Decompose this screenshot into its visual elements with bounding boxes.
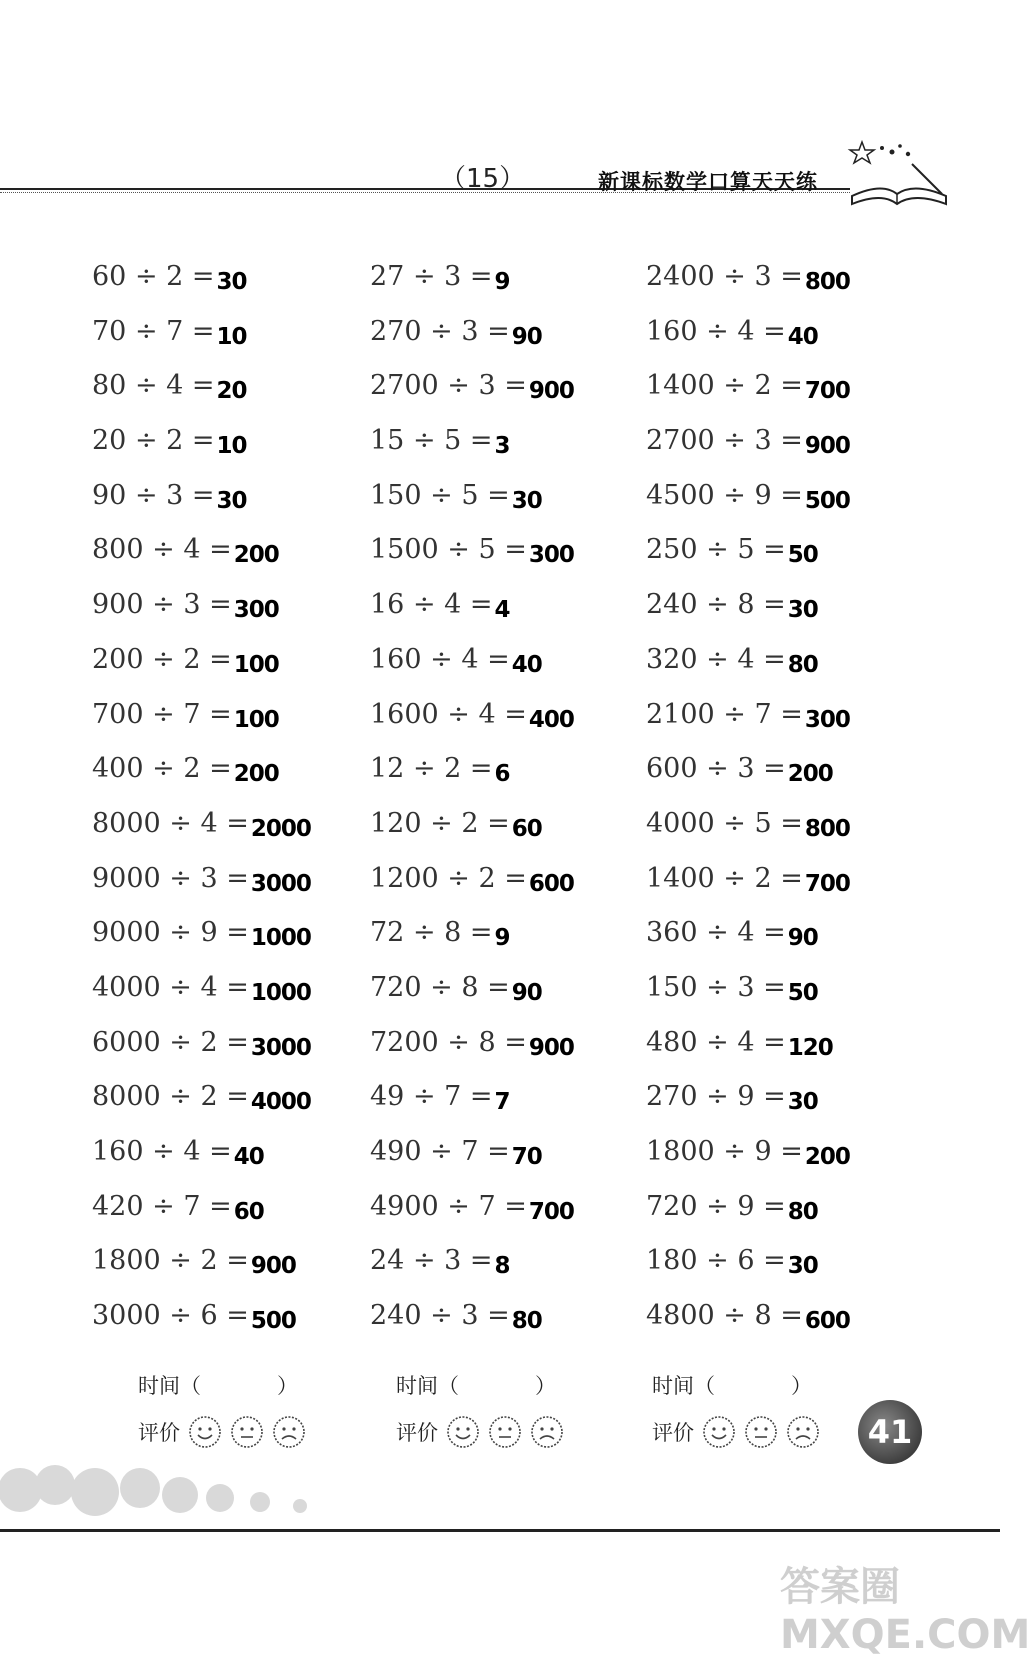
problem-question: 8000 ÷ 2 = — [92, 1081, 249, 1113]
problem-question: 1500 ÷ 5 = — [370, 534, 527, 566]
problem-answer[interactable]: 2000 — [250, 815, 311, 842]
rating-label: 评价 — [652, 1421, 694, 1445]
problem-row — [92, 809, 311, 864]
problem-row — [646, 754, 850, 809]
problem-answer[interactable]: 3 — [494, 433, 510, 460]
problem-row — [646, 481, 850, 536]
problem-answer[interactable]: 500 — [804, 487, 850, 514]
problem-question: 700 ÷ 7 = — [92, 698, 232, 730]
sad-face-icon[interactable] — [786, 1415, 820, 1449]
problem-question: 6000 ÷ 2 = — [92, 1026, 249, 1058]
problem-row — [646, 371, 850, 426]
problem-row — [92, 317, 311, 372]
problem-answer[interactable]: 200 — [804, 1144, 850, 1170]
problem-answer[interactable]: 9 — [494, 269, 510, 295]
footer-block-2 — [396, 1370, 564, 1454]
problem-answer[interactable]: 900 — [804, 433, 850, 460]
problem-answer[interactable]: 10 — [216, 433, 247, 460]
problem-question: 250 ÷ 5 = — [646, 534, 786, 566]
problem-row — [646, 973, 850, 1028]
problem-row — [92, 973, 311, 1028]
problem-row — [646, 590, 850, 645]
problem-answer[interactable]: 50 — [787, 979, 818, 1006]
problem-row — [646, 317, 850, 372]
problem-question: 150 ÷ 3 = — [646, 971, 786, 1003]
rating-label: 评价 — [396, 1421, 438, 1445]
problem-row — [370, 535, 574, 590]
problem-row — [646, 1301, 850, 1356]
problem-question: 20 ÷ 2 = — [92, 425, 215, 457]
problem-question: 4800 ÷ 8 = — [646, 1300, 803, 1332]
problem-answer[interactable]: 500 — [250, 1308, 296, 1335]
neutral-face-icon[interactable] — [744, 1415, 778, 1449]
problem-question: 1800 ÷ 2 = — [92, 1245, 249, 1277]
problem-answer[interactable]: 10 — [216, 323, 247, 350]
problem-question: 2700 ÷ 3 = — [646, 425, 803, 457]
problem-row — [646, 262, 850, 317]
book-stars-icon — [842, 134, 952, 214]
problem-question: 270 ÷ 9 = — [646, 1081, 786, 1113]
problem-row — [92, 1192, 311, 1247]
smile-face-icon[interactable] — [446, 1415, 480, 1449]
problem-answer[interactable]: 80 — [787, 1198, 818, 1225]
problem-row — [370, 371, 574, 426]
problem-question: 240 ÷ 8 = — [646, 589, 786, 621]
problem-question: 9000 ÷ 3 = — [92, 862, 249, 894]
problem-question: 4500 ÷ 9 = — [646, 479, 803, 511]
problem-answer[interactable]: 60 — [233, 1198, 264, 1225]
problem-question: 1600 ÷ 4 = — [370, 698, 527, 730]
problem-question: 80 ÷ 4 = — [92, 370, 215, 402]
problem-row — [646, 1192, 850, 1247]
problem-column-1 — [92, 262, 311, 1356]
problem-answer[interactable]: 30 — [787, 597, 818, 624]
problem-answer[interactable]: 300 — [804, 706, 850, 733]
problem-row — [92, 700, 311, 755]
problem-answer[interactable]: 900 — [250, 1253, 296, 1280]
problem-answer[interactable]: 30 — [787, 1089, 818, 1116]
problem-row — [646, 1137, 850, 1192]
problem-answer[interactable]: 20 — [216, 378, 247, 405]
problem-question: 490 ÷ 7 = — [370, 1136, 510, 1167]
problem-answer[interactable]: 40 — [233, 1144, 264, 1170]
problem-answer[interactable]: 800 — [804, 269, 850, 295]
problem-question: 2400 ÷ 3 = — [646, 261, 803, 292]
problem-row — [92, 1301, 311, 1356]
problem-row — [92, 371, 311, 426]
time-close: ） — [791, 1374, 812, 1398]
problem-answer[interactable]: 3000 — [250, 870, 311, 897]
problem-row — [646, 809, 850, 864]
problem-row — [370, 426, 574, 481]
watermark: 答案圈 MXQE.COM — [780, 1564, 1030, 1658]
problem-answer[interactable]: 4 — [494, 597, 510, 624]
time-close: ） — [277, 1374, 298, 1398]
problem-row — [370, 1192, 574, 1247]
time-record — [652, 1370, 820, 1410]
problem-question: 12 ÷ 2 = — [370, 753, 493, 785]
problem-question: 120 ÷ 2 = — [370, 807, 510, 839]
problem-answer[interactable]: 800 — [804, 815, 850, 842]
neutral-face-icon[interactable] — [488, 1415, 522, 1449]
time-record — [396, 1370, 564, 1410]
problem-answer[interactable]: 700 — [804, 378, 850, 405]
problem-row — [370, 1137, 574, 1192]
problem-row — [92, 864, 311, 919]
problem-answer[interactable]: 300 — [233, 597, 279, 624]
problem-question: 60 ÷ 2 = — [92, 261, 215, 292]
problem-question: 180 ÷ 6 = — [646, 1245, 786, 1277]
problem-answer[interactable]: 200 — [787, 761, 833, 788]
time-close: ） — [535, 1374, 556, 1398]
rating-row — [396, 1410, 564, 1454]
problem-row — [92, 1246, 311, 1301]
problem-question: 9000 ÷ 9 = — [92, 917, 249, 949]
problem-question: 360 ÷ 4 = — [646, 917, 786, 949]
problem-row — [370, 262, 574, 317]
time-record — [138, 1370, 306, 1410]
problem-row — [370, 973, 574, 1028]
problem-row — [370, 1301, 574, 1356]
problem-row — [92, 590, 311, 645]
problem-row — [370, 590, 574, 645]
problem-answer[interactable]: 6 — [494, 761, 510, 788]
problem-question: 480 ÷ 4 = — [646, 1026, 786, 1058]
problem-question: 720 ÷ 8 = — [370, 971, 510, 1003]
time-label: 时间（ — [138, 1374, 201, 1398]
problem-answer[interactable]: 30 — [216, 269, 247, 295]
problem-row — [92, 918, 311, 973]
problem-answer[interactable]: 900 — [528, 378, 574, 405]
problem-question: 8000 ÷ 4 = — [92, 807, 249, 839]
problem-answer[interactable]: 30 — [787, 1253, 818, 1280]
problem-answer[interactable]: 30 — [511, 487, 542, 514]
problem-answer[interactable]: 30 — [216, 487, 247, 514]
problem-row — [92, 481, 311, 536]
smile-face-icon[interactable] — [702, 1415, 736, 1449]
problem-question: 160 ÷ 4 = — [92, 1136, 232, 1167]
problem-question: 7200 ÷ 8 = — [370, 1026, 527, 1058]
problem-answer[interactable]: 100 — [233, 706, 279, 733]
problem-question: 27 ÷ 3 = — [370, 261, 493, 292]
problem-question: 1800 ÷ 9 = — [646, 1136, 803, 1167]
problem-question: 1400 ÷ 2 = — [646, 862, 803, 894]
problem-column-2 — [370, 262, 574, 1356]
footer-block-3 — [652, 1370, 820, 1454]
problem-answer[interactable]: 50 — [787, 542, 818, 569]
problem-row — [646, 700, 850, 755]
problem-question: 49 ÷ 7 = — [370, 1081, 493, 1113]
rating-label: 评价 — [138, 1421, 180, 1445]
problem-answer[interactable]: 4000 — [250, 1089, 311, 1116]
problem-row — [370, 1082, 574, 1137]
problem-row — [370, 317, 574, 372]
problem-question: 600 ÷ 3 = — [646, 753, 786, 785]
problem-answer[interactable]: 400 — [528, 706, 574, 733]
problem-answer[interactable]: 700 — [804, 870, 850, 897]
problem-answer[interactable]: 90 — [511, 979, 542, 1006]
problem-question: 16 ÷ 4 = — [370, 589, 493, 621]
problem-row — [370, 1246, 574, 1301]
problem-answer[interactable]: 80 — [511, 1308, 542, 1335]
problem-question: 3000 ÷ 6 = — [92, 1300, 249, 1332]
problem-answer[interactable]: 600 — [528, 870, 574, 897]
problem-row — [646, 535, 850, 590]
page-title: （15） — [440, 164, 526, 194]
problem-question: 320 ÷ 4 = — [646, 643, 786, 675]
problem-answer[interactable]: 90 — [511, 323, 542, 350]
problem-question: 720 ÷ 9 = — [646, 1190, 786, 1222]
problem-column-3 — [646, 262, 850, 1356]
problem-question: 400 ÷ 2 = — [92, 753, 232, 785]
problem-answer[interactable]: 120 — [787, 1034, 833, 1061]
problem-question: 15 ÷ 5 = — [370, 425, 493, 457]
problem-answer[interactable]: 200 — [233, 761, 279, 788]
problem-row — [646, 864, 850, 919]
problem-row — [646, 1028, 850, 1083]
problem-row — [92, 1137, 311, 1192]
problem-row — [370, 809, 574, 864]
problem-answer[interactable]: 7 — [494, 1089, 510, 1116]
problem-row — [92, 535, 311, 590]
problem-row — [646, 645, 850, 700]
problem-answer[interactable]: 3000 — [250, 1034, 311, 1061]
problem-row — [646, 1246, 850, 1301]
bottom-rule — [0, 1529, 1000, 1532]
problem-answer[interactable]: 40 — [511, 651, 542, 678]
problem-question: 1200 ÷ 2 = — [370, 862, 527, 894]
problem-question: 72 ÷ 8 = — [370, 917, 493, 949]
problem-question: 240 ÷ 3 = — [370, 1300, 510, 1332]
problem-row — [370, 1028, 574, 1083]
problem-question: 90 ÷ 3 = — [92, 479, 215, 511]
problem-answer[interactable]: 60 — [511, 815, 542, 842]
problem-row — [92, 262, 311, 317]
problem-row — [370, 754, 574, 809]
problem-row — [92, 1082, 311, 1137]
problem-answer[interactable]: 9 — [494, 925, 510, 952]
problem-question: 800 ÷ 4 = — [92, 534, 232, 566]
problem-answer[interactable]: 600 — [804, 1308, 850, 1335]
problem-answer[interactable]: 1000 — [250, 979, 311, 1006]
problem-question: 4000 ÷ 5 = — [646, 807, 803, 839]
problem-answer[interactable]: 100 — [233, 651, 279, 678]
sad-face-icon[interactable] — [530, 1415, 564, 1449]
problem-row — [370, 645, 574, 700]
problem-answer[interactable]: 200 — [233, 542, 279, 569]
problem-question: 900 ÷ 3 = — [92, 589, 232, 621]
problem-answer[interactable]: 8 — [494, 1253, 510, 1280]
problem-question: 1400 ÷ 2 = — [646, 370, 803, 402]
problem-answer[interactable]: 1000 — [250, 925, 311, 952]
problem-question: 24 ÷ 3 = — [370, 1245, 493, 1277]
problem-row — [92, 645, 311, 700]
problem-question: 150 ÷ 5 = — [370, 479, 510, 511]
problem-question: 420 ÷ 7 = — [92, 1190, 232, 1222]
problem-question: 160 ÷ 4 = — [370, 643, 510, 675]
problem-question: 200 ÷ 2 = — [92, 643, 232, 675]
problem-answer[interactable]: 80 — [787, 651, 818, 678]
series-title: 新课标数学口算天天练 — [598, 170, 818, 194]
problem-row — [370, 700, 574, 755]
problem-row — [370, 918, 574, 973]
time-label: 时间（ — [396, 1374, 459, 1398]
problem-question: 2700 ÷ 3 = — [370, 370, 527, 402]
problem-question: 160 ÷ 4 = — [646, 315, 786, 347]
cloud-decoration — [0, 1440, 380, 1520]
page-number-badge: 41 — [858, 1400, 922, 1464]
problem-question: 70 ÷ 7 = — [92, 315, 215, 347]
time-label: 时间（ — [652, 1374, 715, 1398]
problem-question: 2100 ÷ 7 = — [646, 698, 803, 730]
problem-row — [92, 426, 311, 481]
problem-row — [92, 1028, 311, 1083]
problem-question: 4900 ÷ 7 = — [370, 1190, 527, 1222]
problem-answer[interactable]: 70 — [511, 1144, 542, 1170]
problem-question: 270 ÷ 3 = — [370, 315, 510, 347]
problem-answer[interactable]: 700 — [528, 1198, 574, 1225]
problem-answer[interactable]: 40 — [787, 323, 818, 350]
problem-row — [646, 1082, 850, 1137]
problem-row — [646, 426, 850, 481]
problem-row — [92, 754, 311, 809]
problem-answer[interactable]: 300 — [528, 542, 574, 569]
problem-row — [370, 864, 574, 919]
problem-row — [646, 918, 850, 973]
problem-question: 4000 ÷ 4 = — [92, 971, 249, 1003]
rating-row — [652, 1410, 820, 1454]
problem-answer[interactable]: 900 — [528, 1034, 574, 1061]
problem-answer[interactable]: 90 — [787, 925, 818, 952]
problem-row — [370, 481, 574, 536]
